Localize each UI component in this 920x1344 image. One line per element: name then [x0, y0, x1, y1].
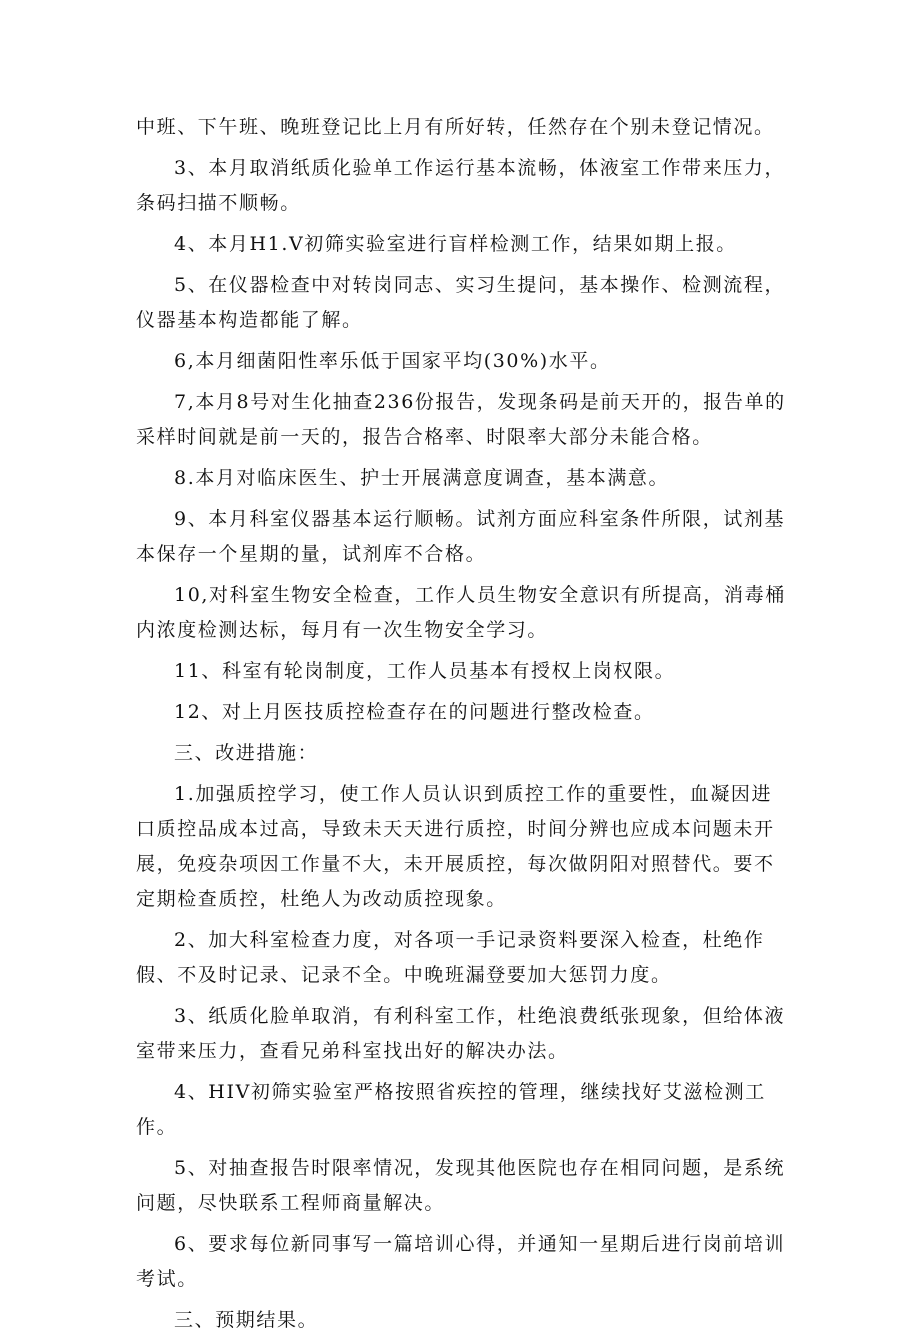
- measure-item-3: 3、纸质化脸单取消，有利科室工作，杜绝浪费纸张现象，但给体液室带来压力，查看兄弟科室找出好的解决办法。: [136, 1005, 786, 1062]
- measure-item-1: 1.加强质控学习，使工作人员认识到质控工作的重要性，血凝因进口质控品成本过高，导致未天天进行质控，时间分辨也应成本问题未开展，免疫杂项因工作量不大，未开展质控，每次做阴阳对照替代。要不定期检查质控，杜绝人为改动质控现象。: [136, 783, 775, 910]
- paragraph-continuation: 中班、下午班、晚班登记比上月有所好转，任然存在个别未登记情况。: [136, 116, 775, 138]
- paragraph-item-8: 8.本月对临床医生、护士开展满意度调查，基本满意。: [174, 467, 670, 489]
- section-heading-expected-results: 三、预期结果。: [174, 1309, 319, 1331]
- paragraph-item-5: 5、在仪器检查中对转岗同志、实习生提问，基本操作、检测流程，仪器基本构造都能了解。: [136, 274, 786, 331]
- paragraph-item-11: 11、科室有轮岗制度，工作人员基本有授权上岗权限。: [174, 660, 676, 682]
- paragraph-item-10: 10,对科室生物安全检查，工作人员生物安全意识有所提高，消毒桶内浓度检测达标，每月有一次生物安全学习。: [136, 584, 786, 641]
- document-body: [136, 110, 788, 1344]
- paragraph-item-7: 7,本月8号对生化抽查236份报告，发现条码是前天开的，报告单的采样时间就是前一天的，报告合格率、时限率大部分未能合格。: [136, 391, 786, 448]
- measure-item-6: 6、要求每位新同事写一篇培训心得，并通知一星期后进行岗前培训考试。: [136, 1233, 786, 1290]
- paragraph-item-9: 9、本月科室仪器基本运行顺畅。试剂方面应科室条件所限，试剂基本保存一个星期的量，试剂库不合格。: [136, 508, 786, 565]
- paragraph-item-6: 6,本月细菌阳性率乐低于国家平均(30%)水平。: [174, 350, 611, 372]
- measure-item-4: 4、HIV初筛实验室严格按照省疾控的管理，继续找好艾滋检测工作。: [136, 1081, 766, 1138]
- measure-item-5: 5、对抽查报告时限率情况，发现其他医院也存在相同问题，是系统问题，尽快联系工程师商量解决。: [136, 1157, 786, 1214]
- measure-item-2: 2、加大科室检查力度，对各项一手记录资料要深入检查，杜绝作假、不及时记录、记录不全。中晚班漏登要加大惩罚力度。: [136, 929, 765, 986]
- paragraph-item-4: 4、本月H1.V初筛实验室进行盲样检测工作，结果如期上报。: [174, 233, 737, 255]
- paragraph-item-3: 3、本月取消纸质化验单工作运行基本流畅，体液室工作带来压力，条码扫描不顺畅。: [136, 157, 786, 214]
- paragraph-item-12: 12、对上月医技质控检查存在的问题进行整改检查。: [174, 701, 655, 723]
- section-heading-improvements: 三、改进措施：: [174, 742, 319, 764]
